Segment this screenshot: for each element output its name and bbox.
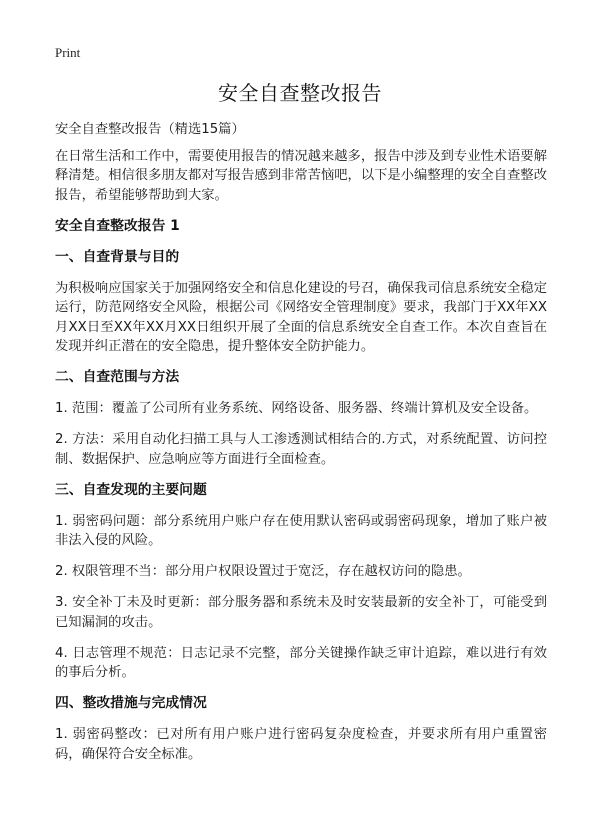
intro-paragraph: 在日常生活和工作中，需要使用报告的情况越来越多，报告中涉及到专业性术语要解释清楚。相信很多朋友都对写报告感到非常苦恼吧，以下是小编整理的安全自查整改报告，希望能够帮助到大家。 <box>55 148 547 203</box>
report-heading: 安全自查整改报告 1 <box>55 217 180 234</box>
section-paragraph: 1. 弱密码整改：已对所有用户账户进行密码复杂度检查，并要求所有用户重置密码，确保符合安全标准。 <box>55 727 547 762</box>
section-paragraph: 4. 日志管理不规范：日志记录不完整，部分关键操作缺乏审计追踪，难以进行有效的事后分析。 <box>55 645 547 680</box>
section-heading-background: 一、自查背景与目的 <box>55 248 180 265</box>
document-title: 安全自查整改报告 <box>218 81 382 105</box>
section-paragraph: 3. 安全补丁未及时更新：部分服务器和系统未及时安装最新的安全补丁，可能受到已知漏洞的攻击。 <box>55 595 547 630</box>
document-body <box>55 120 547 776</box>
section-heading-issues: 三、自查发现的主要问题 <box>55 481 207 498</box>
document-subtitle: 安全自查整改报告（精选15篇） <box>55 122 245 137</box>
section-paragraph: 1. 范围：覆盖了公司所有业务系统、网络设备、服务器、终端计算机及安全设备。 <box>55 401 538 416</box>
print-link[interactable]: Print <box>55 45 81 60</box>
section-paragraph: 2. 权限管理不当：部分用户权限设置过于宽泛，存在越权访问的隐患。 <box>55 564 471 579</box>
section-heading-scope: 二、自查范围与方法 <box>55 369 180 385</box>
section-paragraph: 2. 方法：采用自动化扫描工具与人工渗透测试相结合的.方式，对系统配置、访问控制、数据保护、应急响应等方面进行全面检查。 <box>55 432 547 467</box>
section-paragraph: 为积极响应国家关于加强网络安全和信息化建设的号召，确保我司信息系统安全稳定运行，防范网络安全风险，根据公司《网络安全管理制度》要求，我部门于XX年XX月XX日至XX年XX月XX日组织开展了全面的信息系统安全自查工作。本次自查旨在发现并纠正潜在的安全隐患，提升整体安全防护能力。 <box>55 280 547 354</box>
section-heading-remediation: 四、整改措施与完成情况 <box>55 695 207 711</box>
section-paragraph: 1. 弱密码问题：部分系统用户账户存在使用默认密码或弱密码现象，增加了账户被非法入侵的风险。 <box>55 513 547 548</box>
